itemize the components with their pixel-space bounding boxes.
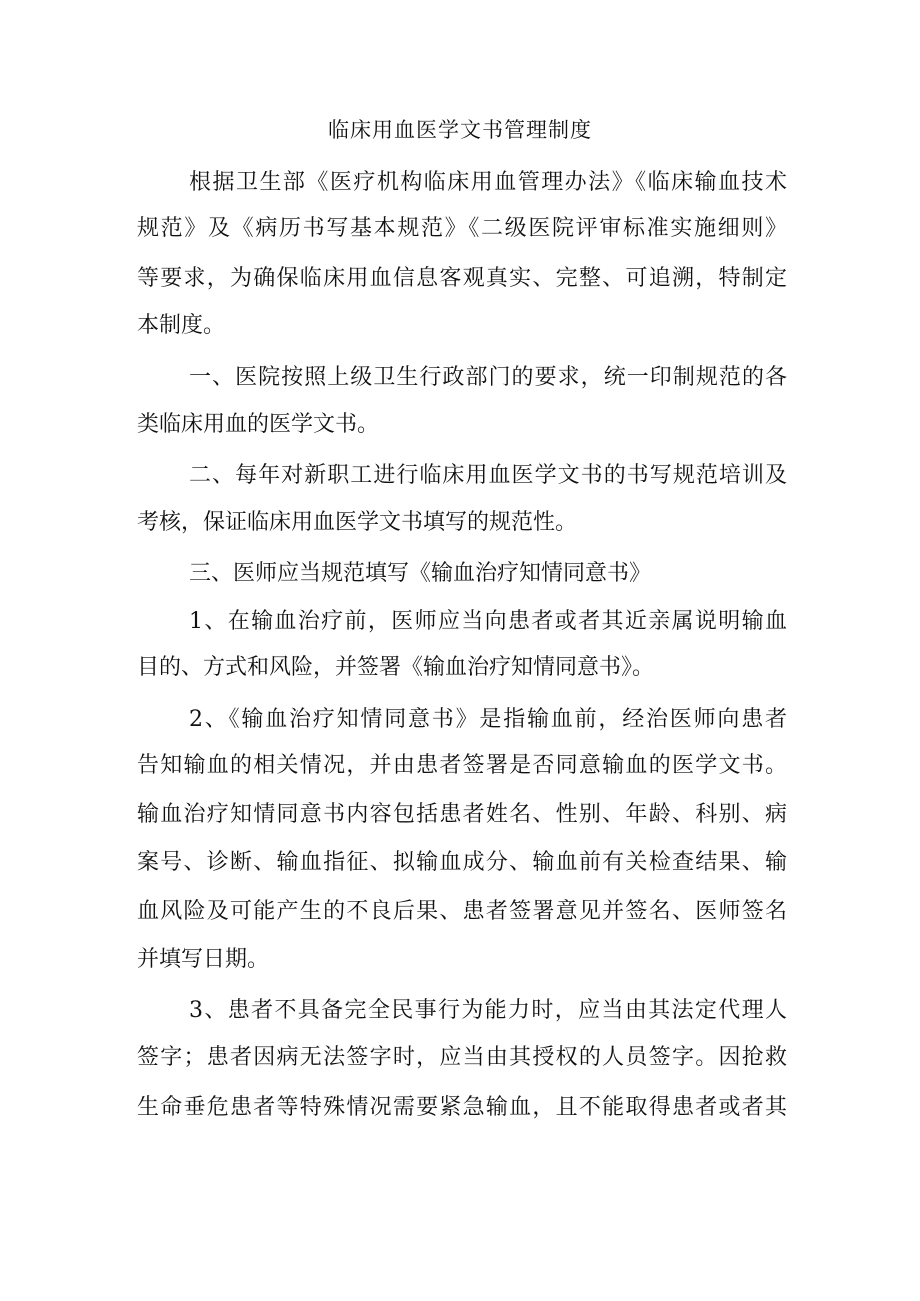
paragraph-line: 并填写日期。 xyxy=(137,947,270,972)
paragraph-line: 二、每年对新职工进行临床用血医学文书的书写规范培训及 xyxy=(189,463,787,488)
paragraph-line: 签字；患者因病无法签字时，应当由其授权的人员签字。因抢救 xyxy=(137,1045,787,1070)
paragraph-line: 生命垂危患者等特殊情况需要紧急输血，且不能取得患者或者其 xyxy=(137,1095,787,1120)
paragraph-line: 类临床用血的医学文书。 xyxy=(137,412,380,437)
paragraph-line: 一、医院按照上级卫生行政部门的要求，统一印制规范的各 xyxy=(189,365,787,390)
paragraph-line: 根据卫生部《医疗机构临床用血管理办法》《临床输血技术 xyxy=(189,170,787,195)
paragraph-line: 案号、诊断、输血指征、拟输血成分、输血前有关检查结果、输 xyxy=(137,850,787,875)
paragraph-line: 血风险及可能产生的不良后果、患者签署意见并签名、医师签名 xyxy=(137,899,787,924)
paragraph-line: 规范》及《病历书写基本规范》《二级医院评审标准实施细则》 xyxy=(137,216,787,241)
document-title: 临床用血医学文书管理制度 xyxy=(328,118,592,142)
paragraph-line: 等要求，为确保临床用血信息客观真实、完整、可追溯，特制定 xyxy=(137,266,787,291)
paragraph-line: 1、在输血治疗前，医师应当向患者或者其近亲属说明输血 xyxy=(189,609,787,634)
paragraph-line: 输血治疗知情同意书内容包括患者姓名、性别、年龄、科别、病 xyxy=(137,802,787,827)
paragraph-line: 三、医师应当规范填写《输血治疗知情同意书》 xyxy=(189,561,652,586)
paragraph-line: 2、《输血治疗知情同意书》是指输血前，经治医师向患者 xyxy=(189,707,787,732)
paragraph-line: 告知输血的相关情况，并由患者签署是否同意输血的医学文书。 xyxy=(137,753,787,778)
paragraph-line: 考核，保证临床用血医学文书填写的规范性。 xyxy=(137,510,578,535)
paragraph-line: 3、患者不具备完全民事行为能力时，应当由其法定代理人 xyxy=(189,998,787,1023)
paragraph-line: 本制度。 xyxy=(137,313,226,338)
paragraph-line: 目的、方式和风险，并签署《输血治疗知情同意书》。 xyxy=(137,655,655,680)
